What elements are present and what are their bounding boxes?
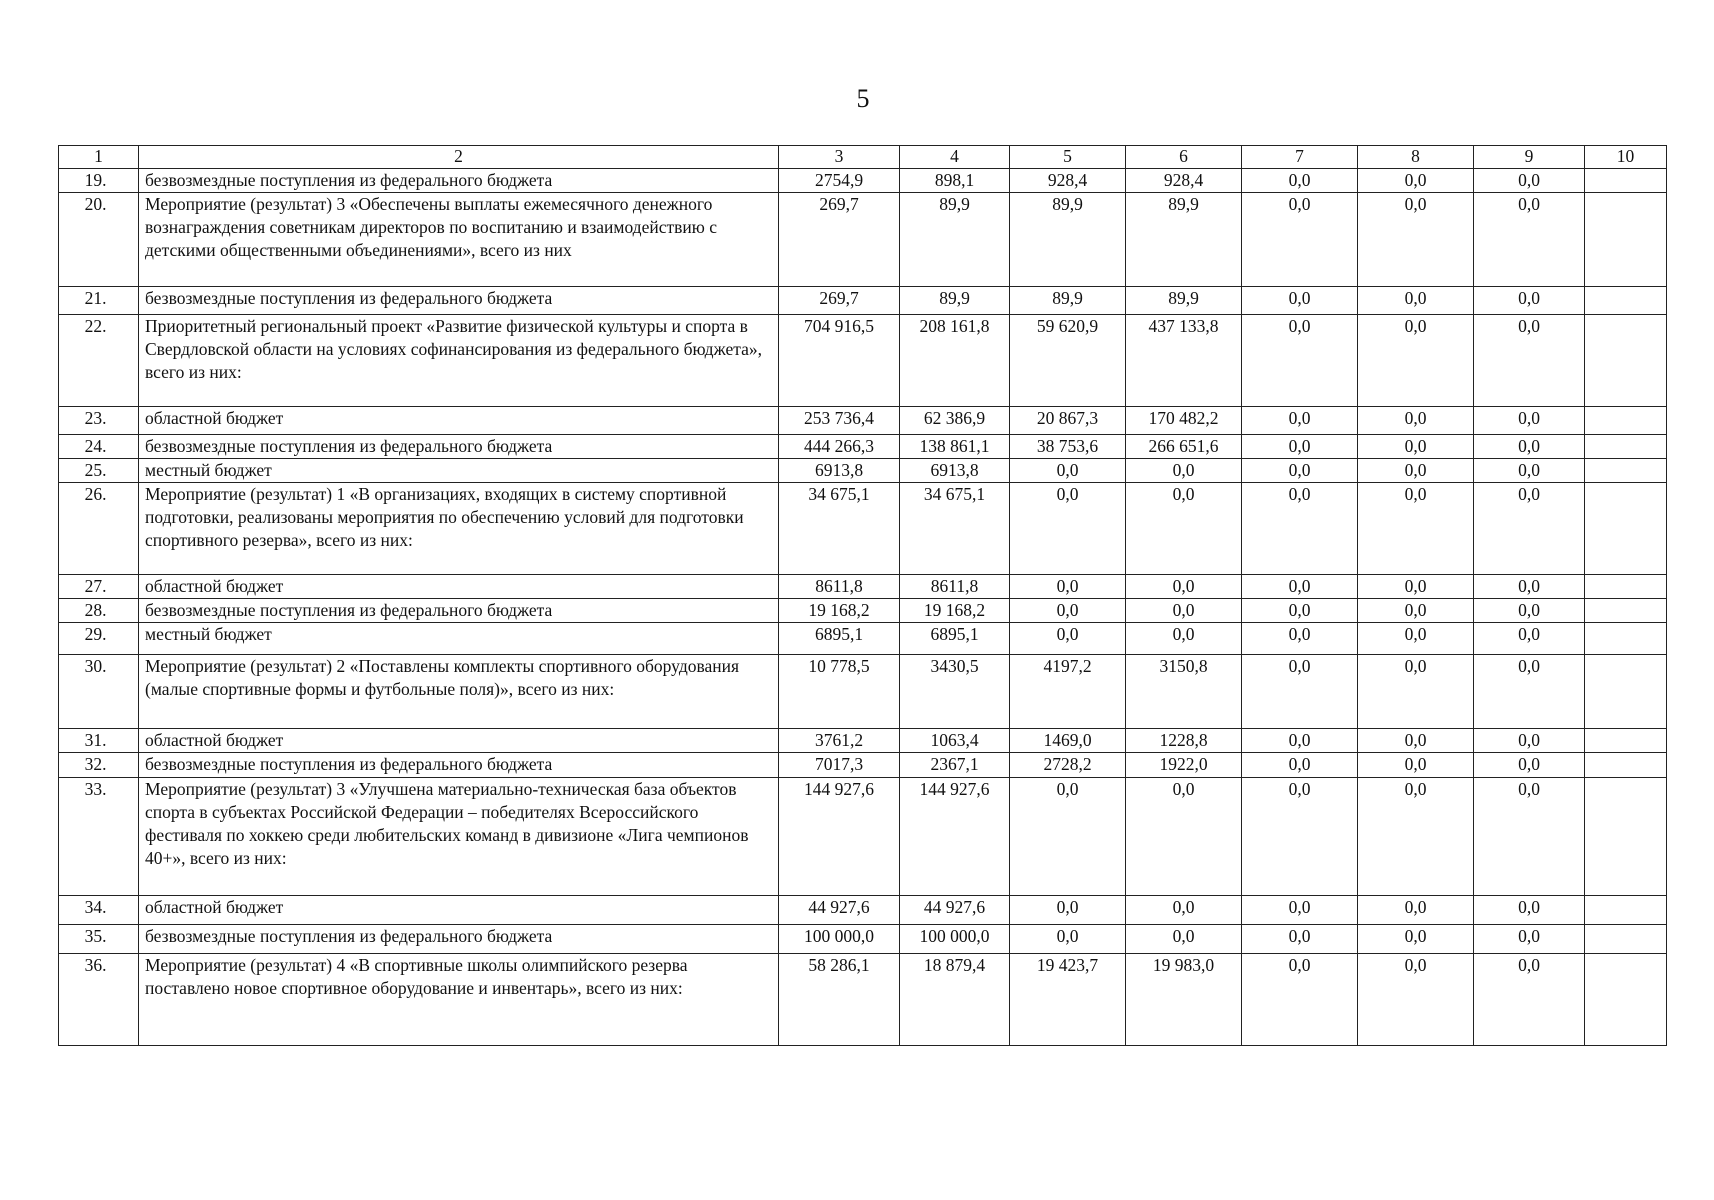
cell-value: 0,0 [1358,459,1474,483]
cell-value: 8611,8 [900,575,1010,599]
column-number: 9 [1474,146,1585,169]
cell-value: 62 386,9 [900,407,1010,435]
table-row [59,459,1667,483]
cell-value: 1922,0 [1126,753,1242,778]
cell-value [1585,287,1667,315]
cell-value: 0,0 [1474,954,1585,1046]
cell-value: 100 000,0 [779,925,900,954]
column-number: 2 [139,146,779,169]
cell-value: 0,0 [1474,193,1585,287]
cell-value: 0,0 [1242,954,1358,1046]
row-number: 23. [59,407,139,435]
cell-value: 1063,4 [900,729,1010,753]
cell-value: 0,0 [1358,753,1474,778]
row-number: 19. [59,169,139,193]
row-description: Мероприятие (результат) 1 «В организациях, входящих в систему спортивной подготовки, реализованы мероприятия по обеспечению условий для подготовки спортивного резерва», всего из них: [139,483,779,575]
cell-value: 0,0 [1358,287,1474,315]
cell-value: 208 161,8 [900,315,1010,407]
cell-value: 437 133,8 [1126,315,1242,407]
cell-value: 0,0 [1358,896,1474,925]
cell-value: 0,0 [1358,655,1474,729]
cell-value: 0,0 [1242,599,1358,623]
cell-value: 1469,0 [1010,729,1126,753]
cell-value: 170 482,2 [1126,407,1242,435]
row-number: 28. [59,599,139,623]
column-number: 6 [1126,146,1242,169]
cell-value: 266 651,6 [1126,435,1242,459]
row-description: безвозмездные поступления из федерального бюджета [139,287,779,315]
cell-value: 0,0 [1242,623,1358,655]
cell-value: 0,0 [1474,778,1585,896]
cell-value: 100 000,0 [900,925,1010,954]
table-row [59,925,1667,954]
row-description: областной бюджет [139,407,779,435]
cell-value: 0,0 [1358,435,1474,459]
cell-value: 19 168,2 [779,599,900,623]
cell-value: 6913,8 [779,459,900,483]
column-number: 8 [1358,146,1474,169]
cell-value: 0,0 [1126,575,1242,599]
cell-value: 8611,8 [779,575,900,599]
row-description: безвозмездные поступления из федерального бюджета [139,925,779,954]
column-number: 4 [900,146,1010,169]
cell-value: 0,0 [1126,778,1242,896]
cell-value: 19 983,0 [1126,954,1242,1046]
cell-value: 34 675,1 [900,483,1010,575]
cell-value: 4197,2 [1010,655,1126,729]
row-description: местный бюджет [139,623,779,655]
cell-value: 0,0 [1242,315,1358,407]
cell-value: 0,0 [1242,435,1358,459]
row-number: 20. [59,193,139,287]
cell-value: 0,0 [1010,599,1126,623]
row-description: областной бюджет [139,896,779,925]
cell-value: 89,9 [1126,193,1242,287]
table-row [59,287,1667,315]
cell-value: 0,0 [1474,459,1585,483]
cell-value: 0,0 [1010,925,1126,954]
table-row [59,483,1667,575]
row-number: 24. [59,435,139,459]
cell-value [1585,193,1667,287]
cell-value: 0,0 [1474,655,1585,729]
cell-value: 898,1 [900,169,1010,193]
cell-value [1585,575,1667,599]
row-number: 30. [59,655,139,729]
cell-value: 0,0 [1126,459,1242,483]
column-number: 5 [1010,146,1126,169]
row-description: Мероприятие (результат) 4 «В спортивные школы олимпийского резерва поставлено новое спортивное оборудование и инвентарь», всего из них: [139,954,779,1046]
cell-value: 138 861,1 [900,435,1010,459]
cell-value: 0,0 [1358,407,1474,435]
table-row [59,599,1667,623]
cell-value: 3150,8 [1126,655,1242,729]
cell-value: 0,0 [1358,193,1474,287]
cell-value: 89,9 [1010,287,1126,315]
cell-value: 0,0 [1474,575,1585,599]
cell-value: 0,0 [1242,459,1358,483]
cell-value: 7017,3 [779,753,900,778]
cell-value: 0,0 [1474,169,1585,193]
table-row [59,778,1667,896]
cell-value: 0,0 [1474,729,1585,753]
cell-value: 253 736,4 [779,407,900,435]
row-description: местный бюджет [139,459,779,483]
cell-value: 0,0 [1242,193,1358,287]
cell-value: 0,0 [1126,483,1242,575]
cell-value: 0,0 [1358,954,1474,1046]
cell-value: 0,0 [1242,655,1358,729]
cell-value: 58 286,1 [779,954,900,1046]
cell-value [1585,954,1667,1046]
table-row [59,407,1667,435]
cell-value: 6913,8 [900,459,1010,483]
cell-value: 1228,8 [1126,729,1242,753]
table-row [59,655,1667,729]
row-description: областной бюджет [139,729,779,753]
cell-value: 0,0 [1010,778,1126,896]
column-number-row [59,146,1667,169]
row-description: Приоритетный региональный проект «Развитие физической культуры и спорта в Свердловской области на условиях софинансирования из федерального бюджета», всего из них: [139,315,779,407]
cell-value: 0,0 [1358,623,1474,655]
cell-value [1585,896,1667,925]
cell-value: 0,0 [1242,729,1358,753]
cell-value: 0,0 [1474,896,1585,925]
cell-value: 10 778,5 [779,655,900,729]
cell-value: 89,9 [900,193,1010,287]
cell-value: 0,0 [1358,315,1474,407]
cell-value: 928,4 [1126,169,1242,193]
cell-value: 0,0 [1242,778,1358,896]
page-number: 5 [856,84,870,113]
cell-value [1585,753,1667,778]
table-row [59,169,1667,193]
row-number: 35. [59,925,139,954]
cell-value: 0,0 [1242,287,1358,315]
row-description: безвозмездные поступления из федерального бюджета [139,169,779,193]
cell-value: 2754,9 [779,169,900,193]
cell-value: 2367,1 [900,753,1010,778]
row-description: Мероприятие (результат) 2 «Поставлены комплекты спортивного оборудования (малые спортивные формы и футбольные поля)», всего из них: [139,655,779,729]
row-number: 32. [59,753,139,778]
cell-value: 89,9 [1010,193,1126,287]
row-number: 33. [59,778,139,896]
cell-value [1585,169,1667,193]
cell-value [1585,729,1667,753]
table-row [59,315,1667,407]
cell-value: 0,0 [1126,599,1242,623]
column-number: 10 [1585,146,1667,169]
table-row [59,623,1667,655]
budget-table [58,145,1667,1046]
cell-value [1585,459,1667,483]
cell-value: 0,0 [1010,459,1126,483]
cell-value: 0,0 [1358,778,1474,896]
cell-value: 2728,2 [1010,753,1126,778]
cell-value: 44 927,6 [900,896,1010,925]
cell-value: 0,0 [1242,896,1358,925]
cell-value: 0,0 [1474,623,1585,655]
cell-value: 269,7 [779,287,900,315]
cell-value: 89,9 [1126,287,1242,315]
cell-value: 6895,1 [900,623,1010,655]
row-number: 31. [59,729,139,753]
row-description: Мероприятие (результат) 3 «Улучшена материально-техническая база объектов спорта в субъектах Российской Федерации – победителях Всероссийского фестиваля по хоккею среди любительских команд в дивизионе «Лига чемпионов 40+», всего из них: [139,778,779,896]
cell-value: 0,0 [1242,925,1358,954]
cell-value: 38 753,6 [1010,435,1126,459]
cell-value: 0,0 [1474,315,1585,407]
cell-value: 269,7 [779,193,900,287]
cell-value: 928,4 [1010,169,1126,193]
cell-value: 144 927,6 [900,778,1010,896]
cell-value: 0,0 [1242,753,1358,778]
row-number: 34. [59,896,139,925]
cell-value: 20 867,3 [1010,407,1126,435]
cell-value: 6895,1 [779,623,900,655]
cell-value: 444 266,3 [779,435,900,459]
row-description: областной бюджет [139,575,779,599]
table-row [59,193,1667,287]
cell-value: 0,0 [1126,925,1242,954]
row-description: безвозмездные поступления из федерального бюджета [139,753,779,778]
cell-value [1585,435,1667,459]
cell-value: 704 916,5 [779,315,900,407]
cell-value: 0,0 [1126,896,1242,925]
cell-value: 0,0 [1474,753,1585,778]
column-number: 1 [59,146,139,169]
cell-value [1585,623,1667,655]
cell-value: 44 927,6 [779,896,900,925]
cell-value [1585,483,1667,575]
row-description: Мероприятие (результат) 3 «Обеспечены выплаты ежемесячного денежного вознаграждения советникам директоров по воспитанию и взаимодействию с детскими общественными объединениями», всего из них [139,193,779,287]
cell-value: 0,0 [1126,623,1242,655]
cell-value: 34 675,1 [779,483,900,575]
table-row [59,954,1667,1046]
table-row [59,729,1667,753]
row-description: безвозмездные поступления из федерального бюджета [139,599,779,623]
cell-value: 0,0 [1474,435,1585,459]
cell-value: 0,0 [1474,599,1585,623]
row-description: безвозмездные поступления из федерального бюджета [139,435,779,459]
cell-value: 0,0 [1474,407,1585,435]
cell-value [1585,599,1667,623]
cell-value: 0,0 [1242,483,1358,575]
cell-value: 144 927,6 [779,778,900,896]
cell-value: 3430,5 [900,655,1010,729]
cell-value: 3761,2 [779,729,900,753]
row-number: 22. [59,315,139,407]
column-number: 7 [1242,146,1358,169]
table-row [59,575,1667,599]
row-number: 26. [59,483,139,575]
cell-value: 19 423,7 [1010,954,1126,1046]
cell-value: 0,0 [1358,483,1474,575]
column-number: 3 [779,146,900,169]
cell-value: 0,0 [1010,623,1126,655]
cell-value: 0,0 [1358,729,1474,753]
cell-value: 0,0 [1358,169,1474,193]
cell-value: 0,0 [1242,407,1358,435]
cell-value: 89,9 [900,287,1010,315]
cell-value: 0,0 [1358,599,1474,623]
cell-value: 19 168,2 [900,599,1010,623]
cell-value: 0,0 [1474,287,1585,315]
row-number: 27. [59,575,139,599]
cell-value: 0,0 [1358,925,1474,954]
cell-value: 59 620,9 [1010,315,1126,407]
row-number: 25. [59,459,139,483]
cell-value: 0,0 [1474,925,1585,954]
cell-value: 0,0 [1010,483,1126,575]
cell-value [1585,407,1667,435]
cell-value [1585,655,1667,729]
cell-value [1585,778,1667,896]
cell-value: 0,0 [1010,575,1126,599]
row-number: 29. [59,623,139,655]
table-row [59,435,1667,459]
cell-value: 0,0 [1474,483,1585,575]
table-row [59,753,1667,778]
cell-value: 0,0 [1010,896,1126,925]
row-number: 21. [59,287,139,315]
cell-value: 18 879,4 [900,954,1010,1046]
cell-value: 0,0 [1242,575,1358,599]
cell-value: 0,0 [1358,575,1474,599]
cell-value [1585,315,1667,407]
cell-value: 0,0 [1242,169,1358,193]
row-number: 36. [59,954,139,1046]
table-row [59,896,1667,925]
cell-value [1585,925,1667,954]
